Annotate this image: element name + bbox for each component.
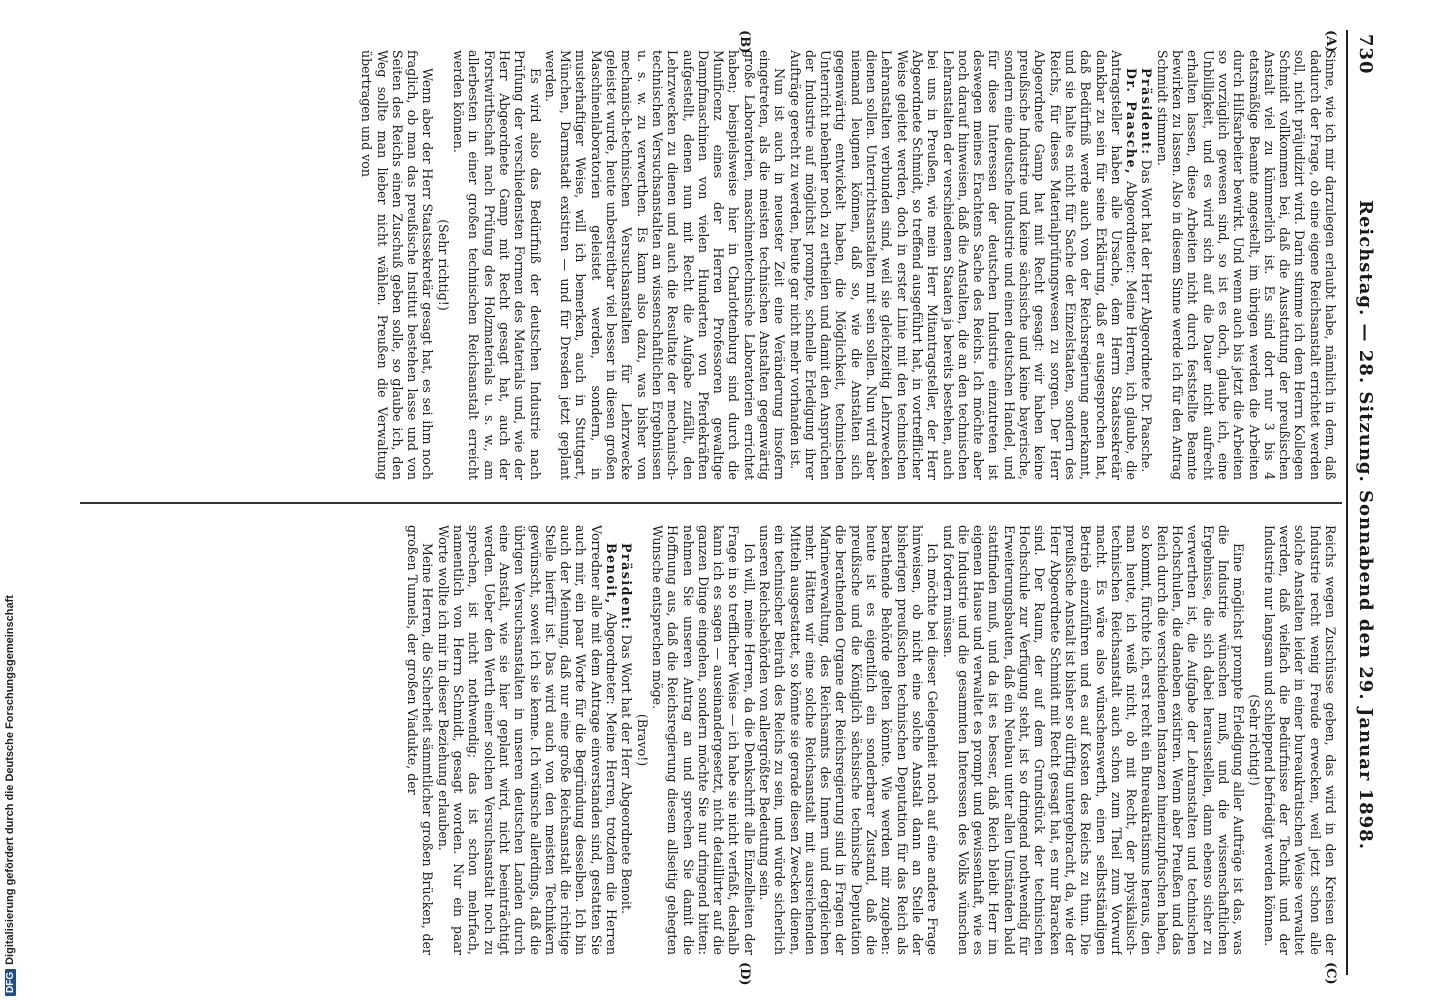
- rotated-page: [78, 30, 1378, 986]
- paragraph-text: Das Wort hat der Herr Abgeordnete Benoit.: [619, 634, 635, 915]
- speaker-label: Präsident:: [619, 543, 635, 631]
- paragraph: [1139, 50, 1154, 480]
- paragraph: [787, 50, 1139, 480]
- credit-text-row: [4, 376, 16, 996]
- column-divider: [80, 502, 1342, 504]
- running-head: Reichstag. — 28. Sitzung. Sonnabend den 29. Januar 1898.: [1355, 200, 1376, 850]
- interjection: (Sehr richtig!): [435, 219, 451, 311]
- speaker-label: Präsident:: [1139, 68, 1155, 156]
- speaker-label: Dr. Paasche,: [1124, 68, 1140, 175]
- margin-mark-d: (D): [737, 962, 752, 986]
- paragraph: Reichs wegen Zuschüsse geben, das wird in den Kreisen der Industrie recht wenig Freude erwecken, weil jetzt schon alle solche Anstalten leider in einer bureaukratischen Weise verwaltet werden, daß vielfach die Bedürfnisse der Technik und der Industrie nur langsam und schleppend befriedigt werden können.: [1261, 525, 1338, 955]
- margin-mark-a: (A): [1323, 30, 1338, 53]
- paragraph: [619, 525, 634, 955]
- paragraph: Ich möchte bei dieser Gelegenheit noch auf eine andere Frage hinweisen, ob nicht eine solche Anstalt dann an Stelle der bisherigen preußischen technischen Deputation für das Reich als berathende Behörde gelten könnte. Wie werden mir zugeben: heute ist es eigentlich ein sonderbarer Zustand, daß die preußische und die Königlich sächsische technische Deputation die berathenden Organe der Reichsregierung sind in Fragen der Marineverwaltung, des Reichsamts des Innern und dergleichen mehr. Hätten wir eine solche Reichsanstalt mit ausreichenden Mitteln ausgestattet, so könnte sie gerade diesen Zwecken dienen, ein technischer Beirath des Reichs zu sein, und würde sicherlich unseren Reichsbehörden von allergrößter Bedeutung sein.: [757, 525, 941, 955]
- paragraph: Es wird also das Bedürfniß der deutschen Industrie nach Prüfung der verschiedensten Formen des Materials und, wie der Herr Abgeordnete Gamp mit Recht gesagt hat, auch der Forstwirthschaft nach Prüfung des Holzmaterials u. s. w., am allerbesten in einer großen technischen Reichsanstalt erreicht werden können.: [451, 50, 543, 480]
- interjection: (Bravo!): [634, 713, 650, 767]
- paragraph: Wenn aber der Herr Staatssekretär gesagt hat, es sei ihm noch fraglich, ob man das preußische Institut bestehen lasse und von Seiten des Reichs einen Zuschuß geben solle, so glaube ich, den Weg sollte man lieber nicht wählen. Preußen die Verwaltung übertragen und von: [359, 50, 436, 480]
- margin-mark-b: (B): [737, 30, 752, 54]
- left-column: [83, 50, 1338, 480]
- paragraph: Sinne, wie ich mir darzulegen erlaubt habe, nämlich in dem, daß dadurch der Frage, ob eine eigene Reichsanstalt errichtet werden soll, nicht präjudizirt wird. Darin stimme ich dem Herrn Kollegen Schmidt vollkommen bei, daß die Ausstattung der preußischen Anstalt viel zu kümmerlich ist. Es sind dort nur 3 bis 4 etatsmäßige Beamte angestellt, im übrigen werden die Arbeiten durch Hilfsarbeiter bewirkt. Und wenn auch bis jetzt die Arbeiten so vorzüglich gewesen sind, so ist es doch, glaube ich, eine Unbilligkeit, und es wird sich auf die Dauer nicht aufrecht erhalten lassen, diese Arbeiten nicht durch feststellte Beamte bewirken zu lassen. Also in diesem Sinne werde ich für den Antrag Schmidt stimmen.: [1154, 50, 1338, 480]
- paragraph-text: Das Wort hat der Herr Abgeordnete Dr. Paasche.: [1139, 159, 1155, 473]
- page-number: 730: [1355, 34, 1376, 75]
- dfg-logo: DFG: [5, 969, 16, 996]
- paragraph: Meine Herren, die Sicherheit sämmtlicher großen Brücken, der großen Tunnels, der großen Viadukte, der: [405, 525, 436, 955]
- paragraph-text: Abgeordneter: Meine Herren, trotzdem die Herren Vorredner alle mit dem Antrage einverstanden sind, gestatten Sie auch mir, ein paar Worte für die Begründung desselben. Ich bin auch der Meinung, daß nur eine große Reichsanstalt die richtige Stelle hierfür ist. Das wird auch von den meisten Technikern gewünscht, soweit ich sie kenne. Ich wünsche allerdings, daß die übrigen Versuchsanstalten in unseren deutschen Landen durch eine Anstalt, wie sie hier geplant wird, nicht beeinträchtigt werden. Ueber den Werth einer solchen Versuchsanstalt noch zu sprechen, ist nicht nothwendig; das ist schon mehrfach, namentlich von Herrn Schmidt, gesagt worden. Nur ein paar Worte wollte ich mir in dieser Beziehung erlauben.: [435, 525, 620, 955]
- paragraph: Nun ist auch in neuester Zeit eine Veränderung insofern eingetreten, als die meisten technischen Anstalten gegenwärtig große Laboratorien, maschinentechnische Laboratorien errichtet haben; beispielsweise hier in Charlottenburg sind durch die Munificenz eines der Herren Professoren gewaltige Dampfmaschinen von vielen Hunderten von Pferdekräften aufgestellt, denen nun mit Recht die Aufgabe zufällt, den Lehrzwecken zu dienen und auch die Resultate der mechanisch-technischen Versuchsanstalten an wissenschaftlichen Ergebnissen u. s. w. zu verwerthen. Es kann also dazu, was bisher von mechanisch-technischen Versuchsanstalten für Lehrzwecke geleistet wurde, heute unbestreitbar viel besser in diesen großen Maschinenlaboratorien geleistet werden, sondern, in musterhaftiger Weise, will ich bemerken, auch in Stuttgart, München, Darmstadt existiren — und für Dresden jetzt geplant werden.: [542, 50, 788, 480]
- paragraph: Ich will, meine Herren, da die Denkschrift alle Einzelheiten der Frage in so trefflicher Weise — ich habe sie nicht verfaßt, deshalb kann ich es sagen — auseinandergesetzt, nicht detaillirter auf die ganzen Dinge eingehen, sondern möchte Sie nur dringend bitten: nehmen Sie unseren Antrag an und sprechen Sie damit die Hoffnung aus, daß die Reichsregierung diesem allseitig gehegten Wunsche entsprechen möge.: [649, 525, 757, 955]
- paragraph-text: Abgeordneter: Meine Herren, ich glaube, die Antragsteller haben alle Ursache, dem Herrn Staatssekretär dankbar zu sein für seine Erklärung, daß er ausgesprochen hat, daß Bedürfniß werde auch von der Reichsregierung anerkannt, und sie halte es nicht für Sache der Einzelstaaten, sondern des Reichs, für dieses Materialprüfungswesen zu sorgen. Der Herr Abgeordnete Gamp hat mit Recht gesagt: wir haben keine preußische Industrie und keine sächsische und keine bayerische, sondern eine deutsche Industrie und einen deutschen Handel, und für diese Interessen der deutschen Industrie einzutreten ist deswegen meines Erachtens Sache des Reichs. Ich möchte aber noch darauf hinweisen, daß die Anstalten, die an den technischen Lehranstalten der verschiedenen Staaten ja bereits bestehen, auch bei uns in Preußen, wie mein Herr Mitantragsteller, der Herr Abgeordnete Schmidt, so treffend ausgeführt hat, in vortrefflicher Weise geleitet werden, doch in erster Linie mit den technischen Lehranstalten verbunden sind, weil sie gleichzeitig Lehrzwecken dienen sollen. Unterrichtsanstalten mit sein sollen. Nun wird aber niemand leugnen können, daß so, wie die Anstalten sich gegenwärtig entwickelt haben, die Möglichkeit, technischen Unterricht nebenher noch zu ertheilen und damit den Ansprüchen der Industrie auf möglichst prompte, schnelle Erledigung ihrer Aufträge gerecht zu werden, heute gar nicht mehr vorhanden ist.: [787, 50, 1140, 480]
- header-rule: [1346, 30, 1348, 975]
- credit-text: Digitalisierung gefördert durch die Deutsche Forschungsgemeinschaft: [4, 595, 16, 965]
- speaker-label: Benoit,: [604, 543, 620, 605]
- digitization-credit: [0, 0, 24, 1000]
- page-header: [1348, 30, 1378, 975]
- right-column: [83, 525, 1338, 955]
- margin-mark-c: (C): [1323, 962, 1338, 985]
- paragraph: Eine möglichst prompte Erledigung aller Aufträge ist das, was die Industrie wünschen muß, und die wissenschaftlichen Ergebnisse, die sich dabei herausstellen, dann ebenso sicher zu verwerthen ist, die Aufgabe der Lehranstalten und technischen Hochschulen, die daneben existiren. Wenn aber Preußen und das Reich durch die verschiedenen Instanzen hineinzupfuschen haben, so kommt, fürchte ich, erst recht ein Bureaukratismus heraus, den man heute, ich weiß nicht, ob mit Recht, der physikalisch-technischen Reichsanstalt auch schon zum Theil zum Vorwurf macht. Es wäre also wünschenswerth, einen selbstständigen Betrieb einzuführen und es auf Kosten des Reichs zu thun. Die preußische Anstalt ist bisher so dürftig untergebracht, da, wie der Herr Abgeordnete Schmidt mit Recht gesagt hat, es nur Baracken sind. Der Raum, der auf dem Grundstück der technischen Hochschule zur Verfügung steht, ist so dringend nothwendig für Erweiterungsbauten, daß ein Neubau unter allen Umständen bald stattfinden muß, und da ist es besser, daß Reich bleibt Herr im eigenen Hause und verwaltet es prompt und gewissenhaft, wie es die Industrie und die gesammten Interessen des Volks wünschen und fordern müssen.: [940, 525, 1247, 955]
- paragraph: [435, 525, 619, 955]
- interjection: (Sehr richtig!): [1246, 694, 1262, 786]
